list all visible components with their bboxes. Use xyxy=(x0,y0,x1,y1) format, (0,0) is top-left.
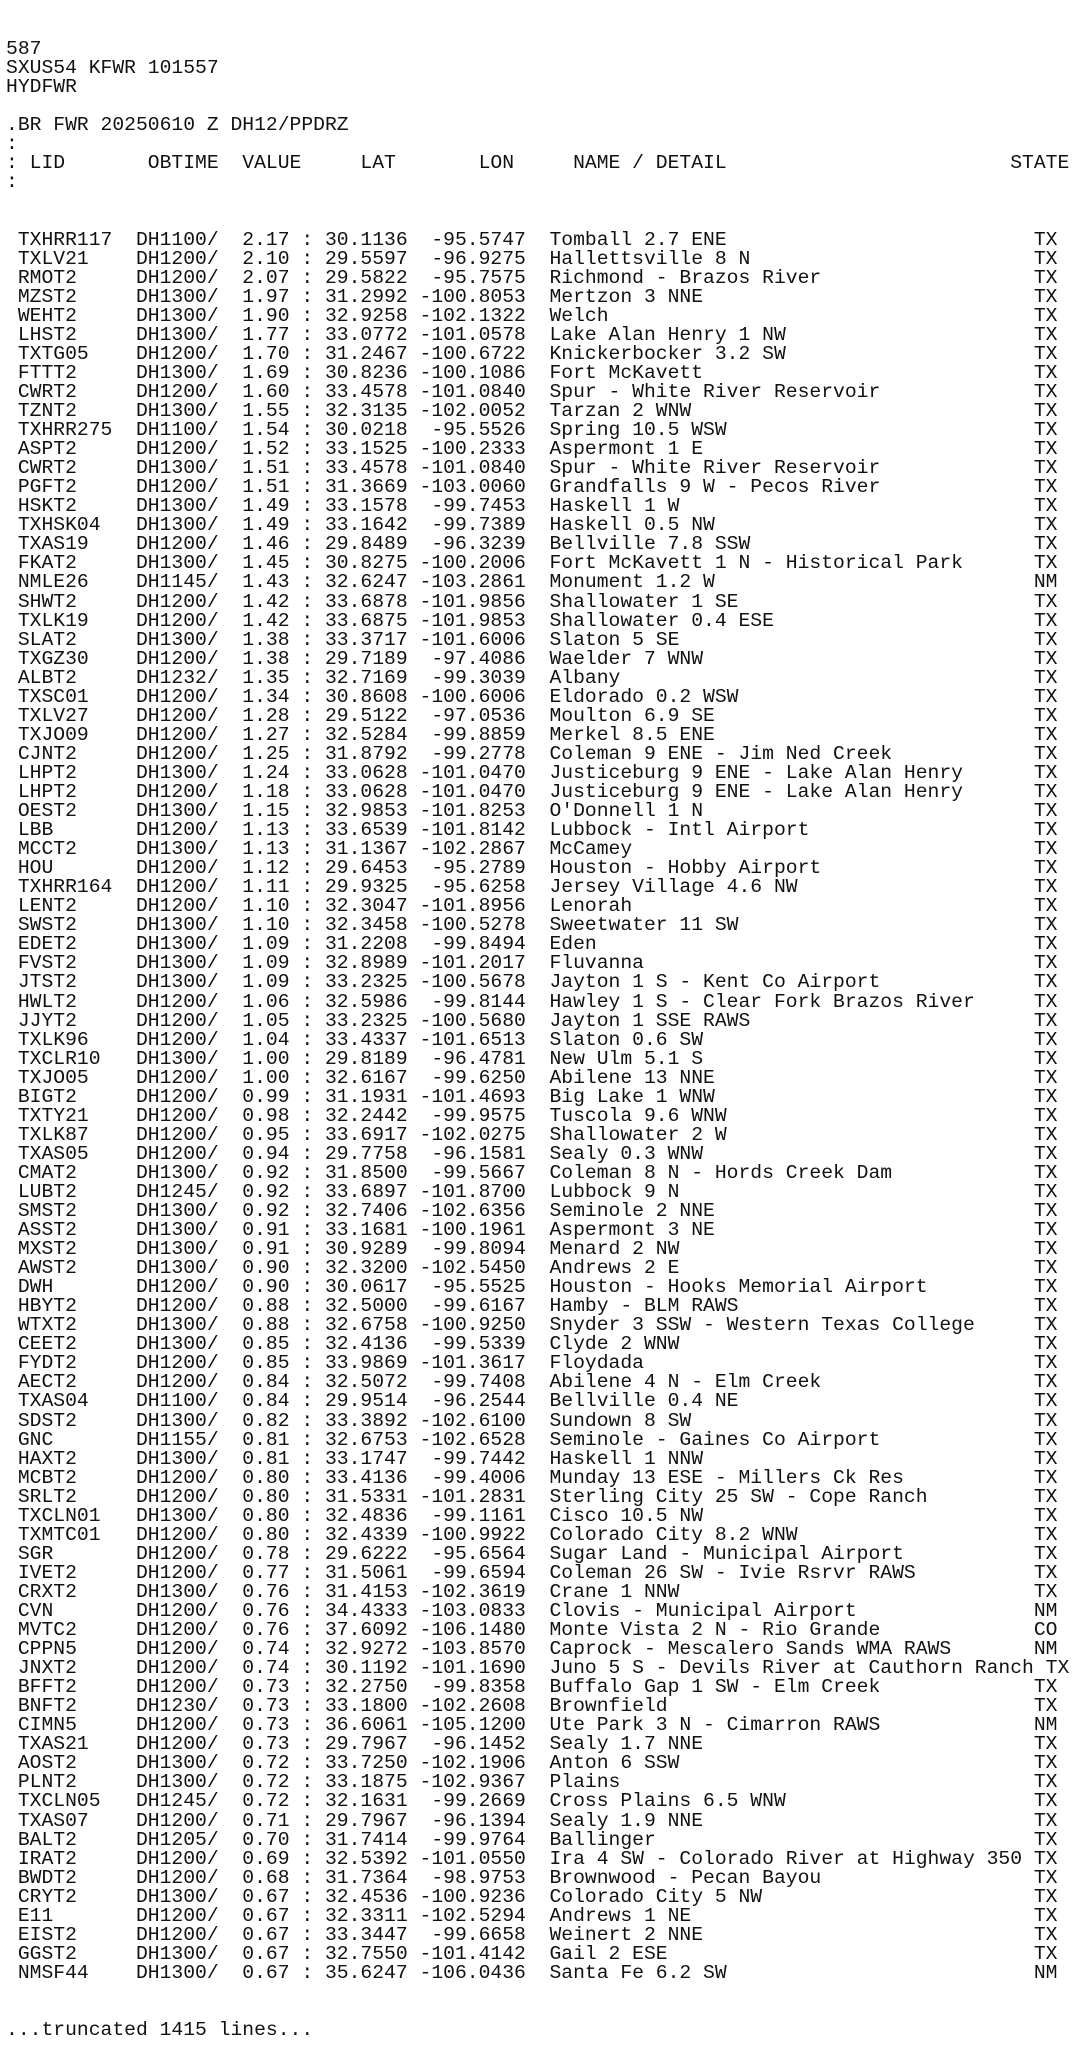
observation-row: CIMN5 DH1200/ 0.73 : 36.6061 -105.1200 Ute Park 3 N - Cimarron RAWS NM xyxy=(6,1714,1058,1737)
observation-list xyxy=(6,228,1070,1984)
observation-row: TXMTC01 DH1200/ 0.80 : 32.4339 -100.9922 Colorado City 8.2 WNW TX xyxy=(6,1523,1058,1546)
observation-row: GNC DH1155/ 0.81 : 32.6753 -102.6528 Seminole - Gaines Co Airport TX xyxy=(6,1428,1058,1451)
bulletin-header xyxy=(6,40,1069,192)
observation-row: TXLV27 DH1200/ 1.28 : 29.5122 -97.0536 Moulton 6.9 SE TX xyxy=(6,704,1058,727)
observation-row: HAXT2 DH1300/ 0.81 : 33.1747 -99.7442 Haskell 1 NNW TX xyxy=(6,1447,1058,1470)
observation-row: TXLK19 DH1200/ 1.42 : 33.6875 -101.9853 Shallowater 0.4 ESE TX xyxy=(6,609,1058,632)
observation-row: ASPT2 DH1200/ 1.52 : 33.1525 -100.2333 Aspermont 1 E TX xyxy=(6,438,1058,461)
observation-row: CRXT2 DH1300/ 0.76 : 31.4153 -102.3619 Crane 1 NNW TX xyxy=(6,1580,1058,1603)
observation-row: LBB DH1200/ 1.13 : 33.6539 -101.8142 Lubbock - Intl Airport TX xyxy=(6,819,1058,842)
observation-row: BALT2 DH1205/ 0.70 : 31.7414 -99.9764 Ballinger TX xyxy=(6,1828,1058,1851)
observation-row: CWRT2 DH1200/ 1.60 : 33.4578 -101.0840 Spur - White River Reservoir TX xyxy=(6,381,1058,403)
observation-row: TXCLR10 DH1300/ 1.00 : 29.8189 -96.4781 New Ulm 5.1 S TX xyxy=(6,1047,1058,1070)
observation-row: EIST2 DH1200/ 0.67 : 33.3447 -99.6658 Weinert 2 NNE TX xyxy=(6,1923,1058,1946)
header-line: .BR FWR 20250610 Z DH12/PPDRZ xyxy=(6,114,349,137)
observation-row: BFFT2 DH1200/ 0.73 : 32.2750 -99.8358 Buffalo Gap 1 SW - Elm Creek TX xyxy=(6,1676,1058,1699)
observation-row: TXHRR164 DH1200/ 1.11 : 29.9325 -95.6258 Jersey Village 4.6 NW TX xyxy=(6,876,1058,899)
header-line: : LID OBTIME VALUE LAT LON NAME / DETAIL STATE xyxy=(6,152,1070,175)
observation-row: OEST2 DH1300/ 1.15 : 32.9853 -101.8253 O'Donnell 1 N TX xyxy=(6,800,1058,823)
observation-row: BNFT2 DH1230/ 0.73 : 33.1800 -102.2608 Brownfield TX xyxy=(6,1695,1058,1718)
observation-row: SDST2 DH1300/ 0.82 : 33.3892 -102.6100 Sundown 8 SW TX xyxy=(6,1409,1058,1432)
observation-row: SMST2 DH1300/ 0.92 : 32.7406 -102.6356 Seminole 2 NNE TX xyxy=(6,1200,1058,1223)
observation-row: TXTY21 DH1200/ 0.98 : 32.2442 -99.9575 Tuscola 9.6 WNW TX xyxy=(6,1104,1058,1127)
observation-row: TXAS07 DH1200/ 0.71 : 29.7967 -96.1394 Sealy 1.9 NNE TX xyxy=(6,1809,1058,1832)
observation-row: WTXT2 DH1300/ 0.88 : 32.6758 -100.9250 Snyder 3 SSW - Western Texas College TX xyxy=(6,1314,1058,1337)
observation-row: MCBT2 DH1200/ 0.80 : 33.4136 -99.4006 Munday 13 ESE - Millers Ck Res TX xyxy=(6,1466,1058,1489)
observation-row: PLNT2 DH1300/ 0.72 : 33.1875 -102.9367 Plains TX xyxy=(6,1771,1058,1794)
observation-row: TXCLN05 DH1245/ 0.72 : 32.1631 -99.2669 Cross Plains 6.5 WNW TX xyxy=(6,1790,1058,1813)
observation-row: FVST2 DH1300/ 1.09 : 32.8989 -101.2017 Fluvanna TX xyxy=(6,952,1058,975)
observation-row: CWRT2 DH1300/ 1.51 : 33.4578 -101.0840 Spur - White River Reservoir TX xyxy=(6,457,1058,480)
observation-row: DWH DH1200/ 0.90 : 30.0617 -95.5525 Houston - Hooks Memorial Airport TX xyxy=(6,1276,1058,1299)
observation-row: EDET2 DH1300/ 1.09 : 31.2208 -99.8494 Eden TX xyxy=(6,933,1058,956)
observation-row: HWLT2 DH1200/ 1.06 : 32.5986 -99.8144 Hawley 1 S - Clear Fork Brazos River TX xyxy=(6,990,1058,1013)
observation-row: E11 DH1200/ 0.67 : 32.3311 -102.5294 Andrews 1 NE TX xyxy=(6,1904,1058,1927)
observation-row: MCCT2 DH1300/ 1.13 : 31.1367 -102.2867 McCamey TX xyxy=(6,838,1058,861)
observation-row: CRYT2 DH1300/ 0.67 : 32.4536 -100.9236 Colorado City 5 NW TX xyxy=(6,1885,1058,1908)
observation-row: IVET2 DH1200/ 0.77 : 31.5061 -99.6594 Coleman 26 SW - Ivie Rsrvr RAWS TX xyxy=(6,1561,1058,1584)
observation-row: TXAS05 DH1200/ 0.94 : 29.7758 -96.1581 Sealy 0.3 WNW TX xyxy=(6,1142,1058,1165)
observation-row: PGFT2 DH1200/ 1.51 : 31.3669 -103.0060 Grandfalls 9 W - Pecos River TX xyxy=(6,476,1058,499)
observation-row: LHPT2 DH1300/ 1.24 : 33.0628 -101.0470 Justiceburg 9 ENE - Lake Alan Henry TX xyxy=(6,761,1058,784)
observation-row: IRAT2 DH1200/ 0.69 : 32.5392 -101.0550 Ira 4 SW - Colorado River at Highway 350 TX xyxy=(6,1847,1058,1870)
observation-row: NMLE26 DH1145/ 1.43 : 32.6247 -103.2861 Monument 1.2 W NM xyxy=(6,571,1058,594)
observation-row: JJYT2 DH1200/ 1.05 : 33.2325 -100.5680 Jayton 1 SSE RAWS TX xyxy=(6,1009,1058,1032)
observation-row: HBYT2 DH1200/ 0.88 : 32.5000 -99.6167 Hamby - BLM RAWS TX xyxy=(6,1295,1058,1318)
observation-row: TXGZ30 DH1200/ 1.38 : 29.7189 -97.4086 Waelder 7 WNW TX xyxy=(6,647,1058,670)
observation-row: CEET2 DH1300/ 0.85 : 32.4136 -99.5339 Clyde 2 WNW TX xyxy=(6,1333,1058,1356)
observation-row: SWST2 DH1300/ 1.10 : 32.3458 -100.5278 Sweetwater 11 SW TX xyxy=(6,914,1058,937)
observation-row: CMAT2 DH1300/ 0.92 : 31.8500 -99.5667 Coleman 8 N - Hords Creek Dam TX xyxy=(6,1161,1058,1184)
header-line: : xyxy=(6,133,18,156)
observation-row: AECT2 DH1200/ 0.84 : 32.5072 -99.7408 Abilene 4 N - Elm Creek TX xyxy=(6,1371,1058,1394)
observation-row: MZST2 DH1300/ 1.97 : 31.2992 -100.8053 Mertzon 3 NNE TX xyxy=(6,285,1058,308)
observation-row: SRLT2 DH1200/ 0.80 : 31.5331 -101.2831 Sterling City 25 SW - Cope Ranch TX xyxy=(6,1485,1058,1508)
observation-row: HSKT2 DH1300/ 1.49 : 33.1578 -99.7453 Haskell 1 W TX xyxy=(6,495,1058,518)
observation-row: TXAS19 DH1200/ 1.46 : 29.8489 -96.3239 Bellville 7.8 SSW TX xyxy=(6,533,1058,556)
bulletin-text xyxy=(6,2,1069,2059)
observation-row: CVN DH1200/ 0.76 : 34.4333 -103.0833 Clovis - Municipal Airport NM xyxy=(6,1600,1058,1622)
observation-row: LHST2 DH1300/ 1.77 : 33.0772 -101.0578 Lake Alan Henry 1 NW TX xyxy=(6,323,1058,346)
observation-row: BWDT2 DH1200/ 0.68 : 31.7364 -98.9753 Brownwood - Pecan Bayou TX xyxy=(6,1866,1058,1889)
observation-row: TXHRR117 DH1100/ 2.17 : 30.1136 -95.5747 Tomball 2.7 ENE TX xyxy=(6,228,1058,251)
observation-row: FYDT2 DH1200/ 0.85 : 33.9869 -101.3617 Floydada TX xyxy=(6,1352,1058,1375)
observation-row: TXLK96 DH1200/ 1.04 : 33.4337 -101.6513 Slaton 0.6 SW TX xyxy=(6,1028,1058,1051)
observation-row: LENT2 DH1200/ 1.10 : 32.3047 -101.8956 Lenorah TX xyxy=(6,895,1058,918)
observation-row: ALBT2 DH1232/ 1.35 : 32.7169 -99.3039 Albany TX xyxy=(6,666,1058,689)
observation-row: JTST2 DH1300/ 1.09 : 33.2325 -100.5678 Jayton 1 S - Kent Co Airport TX xyxy=(6,971,1058,994)
observation-row: TXHSK04 DH1300/ 1.49 : 33.1642 -99.7389 Haskell 0.5 NW TX xyxy=(6,514,1058,537)
header-line: SXUS54 KFWR 101557 xyxy=(6,57,219,80)
observation-row: TXJO05 DH1200/ 1.00 : 32.6167 -99.6250 Abilene 13 NNE TX xyxy=(6,1066,1058,1089)
observation-row: AWST2 DH1300/ 0.90 : 32.3200 -102.5450 Andrews 2 E TX xyxy=(6,1257,1058,1280)
observation-row: TXHRR275 DH1100/ 1.54 : 30.0218 -95.5526 Spring 10.5 WSW TX xyxy=(6,419,1058,442)
observation-row: TXLV21 DH1200/ 2.10 : 29.5597 -96.9275 Hallettsville 8 N TX xyxy=(6,247,1058,270)
observation-row: FKAT2 DH1300/ 1.45 : 30.8275 -100.2006 Fort McKavett 1 N - Historical Park TX xyxy=(6,552,1058,575)
observation-row: BIGT2 DH1200/ 0.99 : 31.1931 -101.4693 Big Lake 1 WNW TX xyxy=(6,1085,1058,1108)
observation-row: JNXT2 DH1200/ 0.74 : 30.1192 -101.1690 Juno 5 S - Devils River at Cauthorn Ranch TX xyxy=(6,1657,1070,1680)
observation-row: SGR DH1200/ 0.78 : 29.6222 -95.6564 Sugar Land - Municipal Airport TX xyxy=(6,1542,1058,1565)
observation-row: HOU DH1200/ 1.12 : 29.6453 -95.2789 Houston - Hobby Airport TX xyxy=(6,857,1058,880)
observation-row: TXSC01 DH1200/ 1.34 : 30.8608 -100.6006 Eldorado 0.2 WSW TX xyxy=(6,685,1058,708)
header-line: 587 xyxy=(6,38,42,61)
observation-row: TZNT2 DH1300/ 1.55 : 32.3135 -102.0052 Tarzan 2 WNW TX xyxy=(6,400,1058,423)
header-line: HYDFWR xyxy=(6,76,77,99)
observation-row: LHPT2 DH1200/ 1.18 : 33.0628 -101.0470 Justiceburg 9 ENE - Lake Alan Henry TX xyxy=(6,780,1058,803)
truncation-note: ...truncated 1415 lines... xyxy=(6,2019,314,2042)
header-line: : xyxy=(6,171,18,194)
observation-row: MVTC2 DH1200/ 0.76 : 37.6092 -106.1480 Monte Vista 2 N - Rio Grande CO xyxy=(6,1619,1058,1642)
observation-row: TXTG05 DH1200/ 1.70 : 31.2467 -100.6722 Knickerbocker 3.2 SW TX xyxy=(6,342,1058,365)
observation-row: SHWT2 DH1200/ 1.42 : 33.6878 -101.9856 Shallowater 1 SE TX xyxy=(6,590,1058,613)
observation-row: LUBT2 DH1245/ 0.92 : 33.6897 -101.8700 Lubbock 9 N TX xyxy=(6,1180,1058,1203)
observation-row: WEHT2 DH1300/ 1.90 : 32.9258 -102.1322 Welch TX xyxy=(6,304,1058,327)
observation-row: GGST2 DH1300/ 0.67 : 32.7550 -101.4142 Gail 2 ESE TX xyxy=(6,1942,1058,1965)
observation-row: AOST2 DH1300/ 0.72 : 33.7250 -102.1906 Anton 6 SSW TX xyxy=(6,1752,1058,1775)
observation-row: TXLK87 DH1200/ 0.95 : 33.6917 -102.0275 Shallowater 2 W TX xyxy=(6,1123,1058,1146)
observation-row: RMOT2 DH1200/ 2.07 : 29.5822 -95.7575 Richmond - Brazos River TX xyxy=(6,266,1058,289)
observation-row: SLAT2 DH1300/ 1.38 : 33.3717 -101.6006 Slaton 5 SE TX xyxy=(6,628,1058,651)
observation-row: FTTT2 DH1300/ 1.69 : 30.8236 -100.1086 Fort McKavett TX xyxy=(6,361,1058,384)
observation-row: TXAS04 DH1100/ 0.84 : 29.9514 -96.2544 Bellville 0.4 NE TX xyxy=(6,1390,1058,1413)
observation-row: MXST2 DH1300/ 0.91 : 30.9289 -99.8094 Menard 2 NW TX xyxy=(6,1238,1058,1261)
observation-row: CJNT2 DH1200/ 1.25 : 31.8792 -99.2778 Coleman 9 ENE - Jim Ned Creek TX xyxy=(6,742,1058,765)
observation-row: TXCLN01 DH1300/ 0.80 : 32.4836 -99.1161 Cisco 10.5 NW TX xyxy=(6,1504,1058,1527)
observation-row: TXJO09 DH1200/ 1.27 : 32.5284 -99.8859 Merkel 8.5 ENE TX xyxy=(6,723,1058,746)
observation-row: CPPN5 DH1200/ 0.74 : 32.9272 -103.8570 Caprock - Mescalero Sands WMA RAWS NM xyxy=(6,1638,1058,1661)
observation-row: ASST2 DH1300/ 0.91 : 33.1681 -100.1961 Aspermont 3 NE TX xyxy=(6,1219,1058,1242)
observation-row: NMSF44 DH1300/ 0.67 : 35.6247 -106.0436 Santa Fe 6.2 SW NM xyxy=(6,1961,1058,1984)
observation-row: TXAS21 DH1200/ 0.73 : 29.7967 -96.1452 Sealy 1.7 NNE TX xyxy=(6,1733,1058,1756)
